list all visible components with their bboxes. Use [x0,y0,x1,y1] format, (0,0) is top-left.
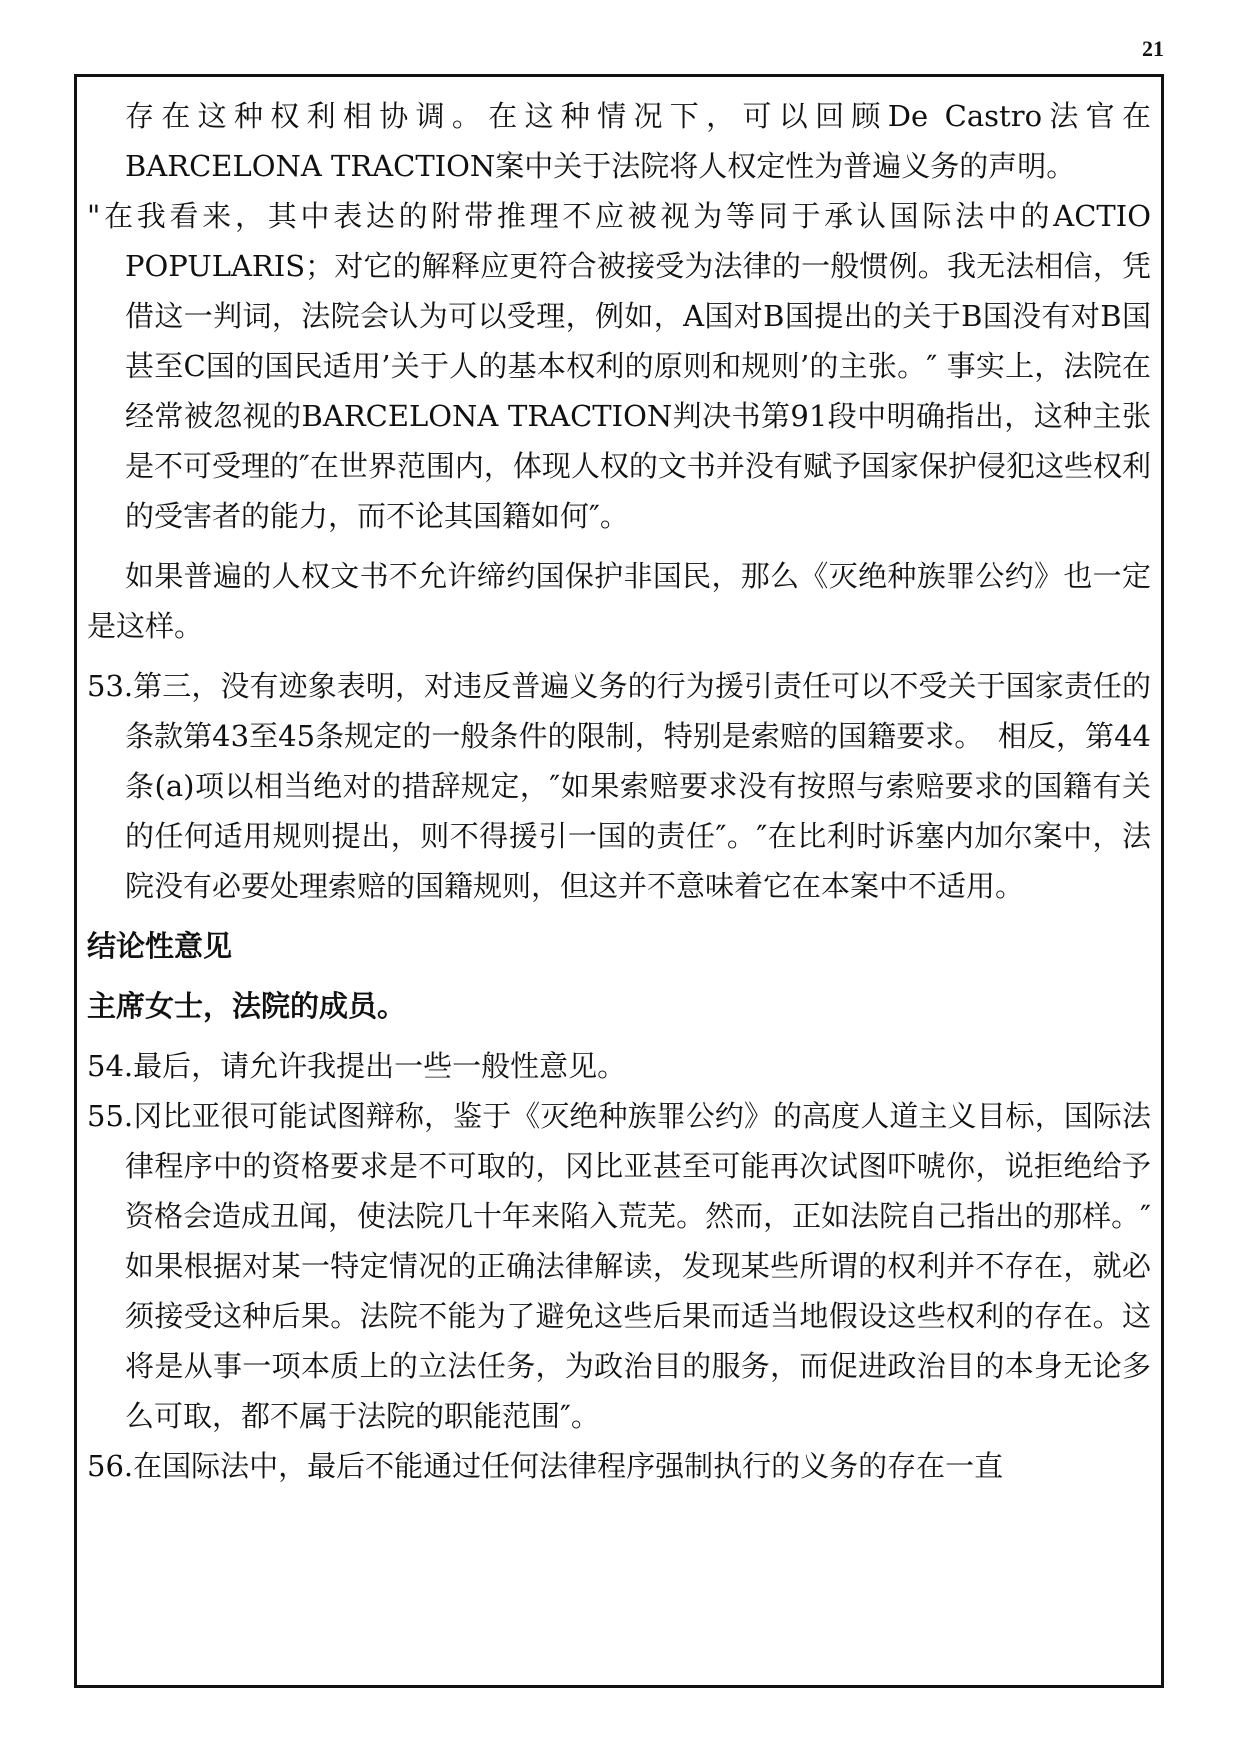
page-frame [74,74,1164,1688]
paragraph-conclusion: 如果普遍的人权文书不允许缔约国保护非国民，那么《灭绝种族罪公约》也一定是这样。 [87,559,1151,643]
paragraph-53: 53.第三，没有迹象表明，对违反普遍义务的行为援引责任可以不受关于国家责任的条款第43至45条规定的一般条件的限制，特别是索赔的国籍要求。 相反，第44条(a)项以相当绝对的措辞规定，″如果索赔要求没有按照与索赔要求的国籍有关的任何适用规则提出，则不得援引一国的责任″。″在比利时诉塞内加尔案中，法院没有必要处理索赔的国籍规则，但这并不意味着它在本案中不适用。 [87,669,1151,903]
quote-paragraph: "在我看来，其中表达的附带推理不应被视为等同于承认国际法中的ACTIO POPULARIS；对它的解释应更符合被接受为法律的一般惯例。我无法相信，凭借这一判词，法院会认为可以受理，例如，A国对B国提出的关于B国没有对B国甚至C国的国民适用’关于人的基本权利的原则和规则’的主张。″ 事实上，法院在经常被忽视的BARCELONA TRACTION判决书第91段中明确指出，这种主张是不可受理的″在世界范围内，体现人权的文书并没有赋予国家保护侵犯这些权利的受害者的能力，而不论其国籍如何″。 [87,199,1151,533]
paragraph-56: 56.在国际法中，最后不能通过任何法律程序强制执行的义务的存在一直 [87,1449,1004,1483]
section-heading: 结论性意见 [87,929,233,963]
paragraph-continuation: 存在这种权利相协调。在这种情况下，可以回顾De Castro法官在BARCELONA TRACTION案中关于法院将人权定性为普遍义务的声明。 [125,99,1151,183]
document-body [87,91,1151,1491]
paragraph-55: 55.冈比亚很可能试图辩称，鉴于《灭绝种族罪公约》的高度人道主义目标，国际法律程序中的资格要求是不可取的，冈比亚甚至可能再次试图吓唬你，说拒绝给予资格会造成丑闻，使法院几十年来陷入荒芜。然而，正如法院自己指出的那样。″如果根据对某一特定情况的正确法律解读，发现某些所谓的权利并不存在，就必须接受这种后果。法院不能为了避免这些后果而适当地假设这些权利的存在。这将是从事一项本质上的立法任务，为政治目的服务，而促进政治目的本身无论多么可取，都不属于法院的职能范围″。 [87,1099,1151,1433]
address-heading: 主席女士，法院的成员。 [87,989,407,1023]
paragraph-54: 54.最后，请允许我提出一些一般性意见。 [87,1049,627,1083]
page-number: 21 [1142,36,1164,61]
